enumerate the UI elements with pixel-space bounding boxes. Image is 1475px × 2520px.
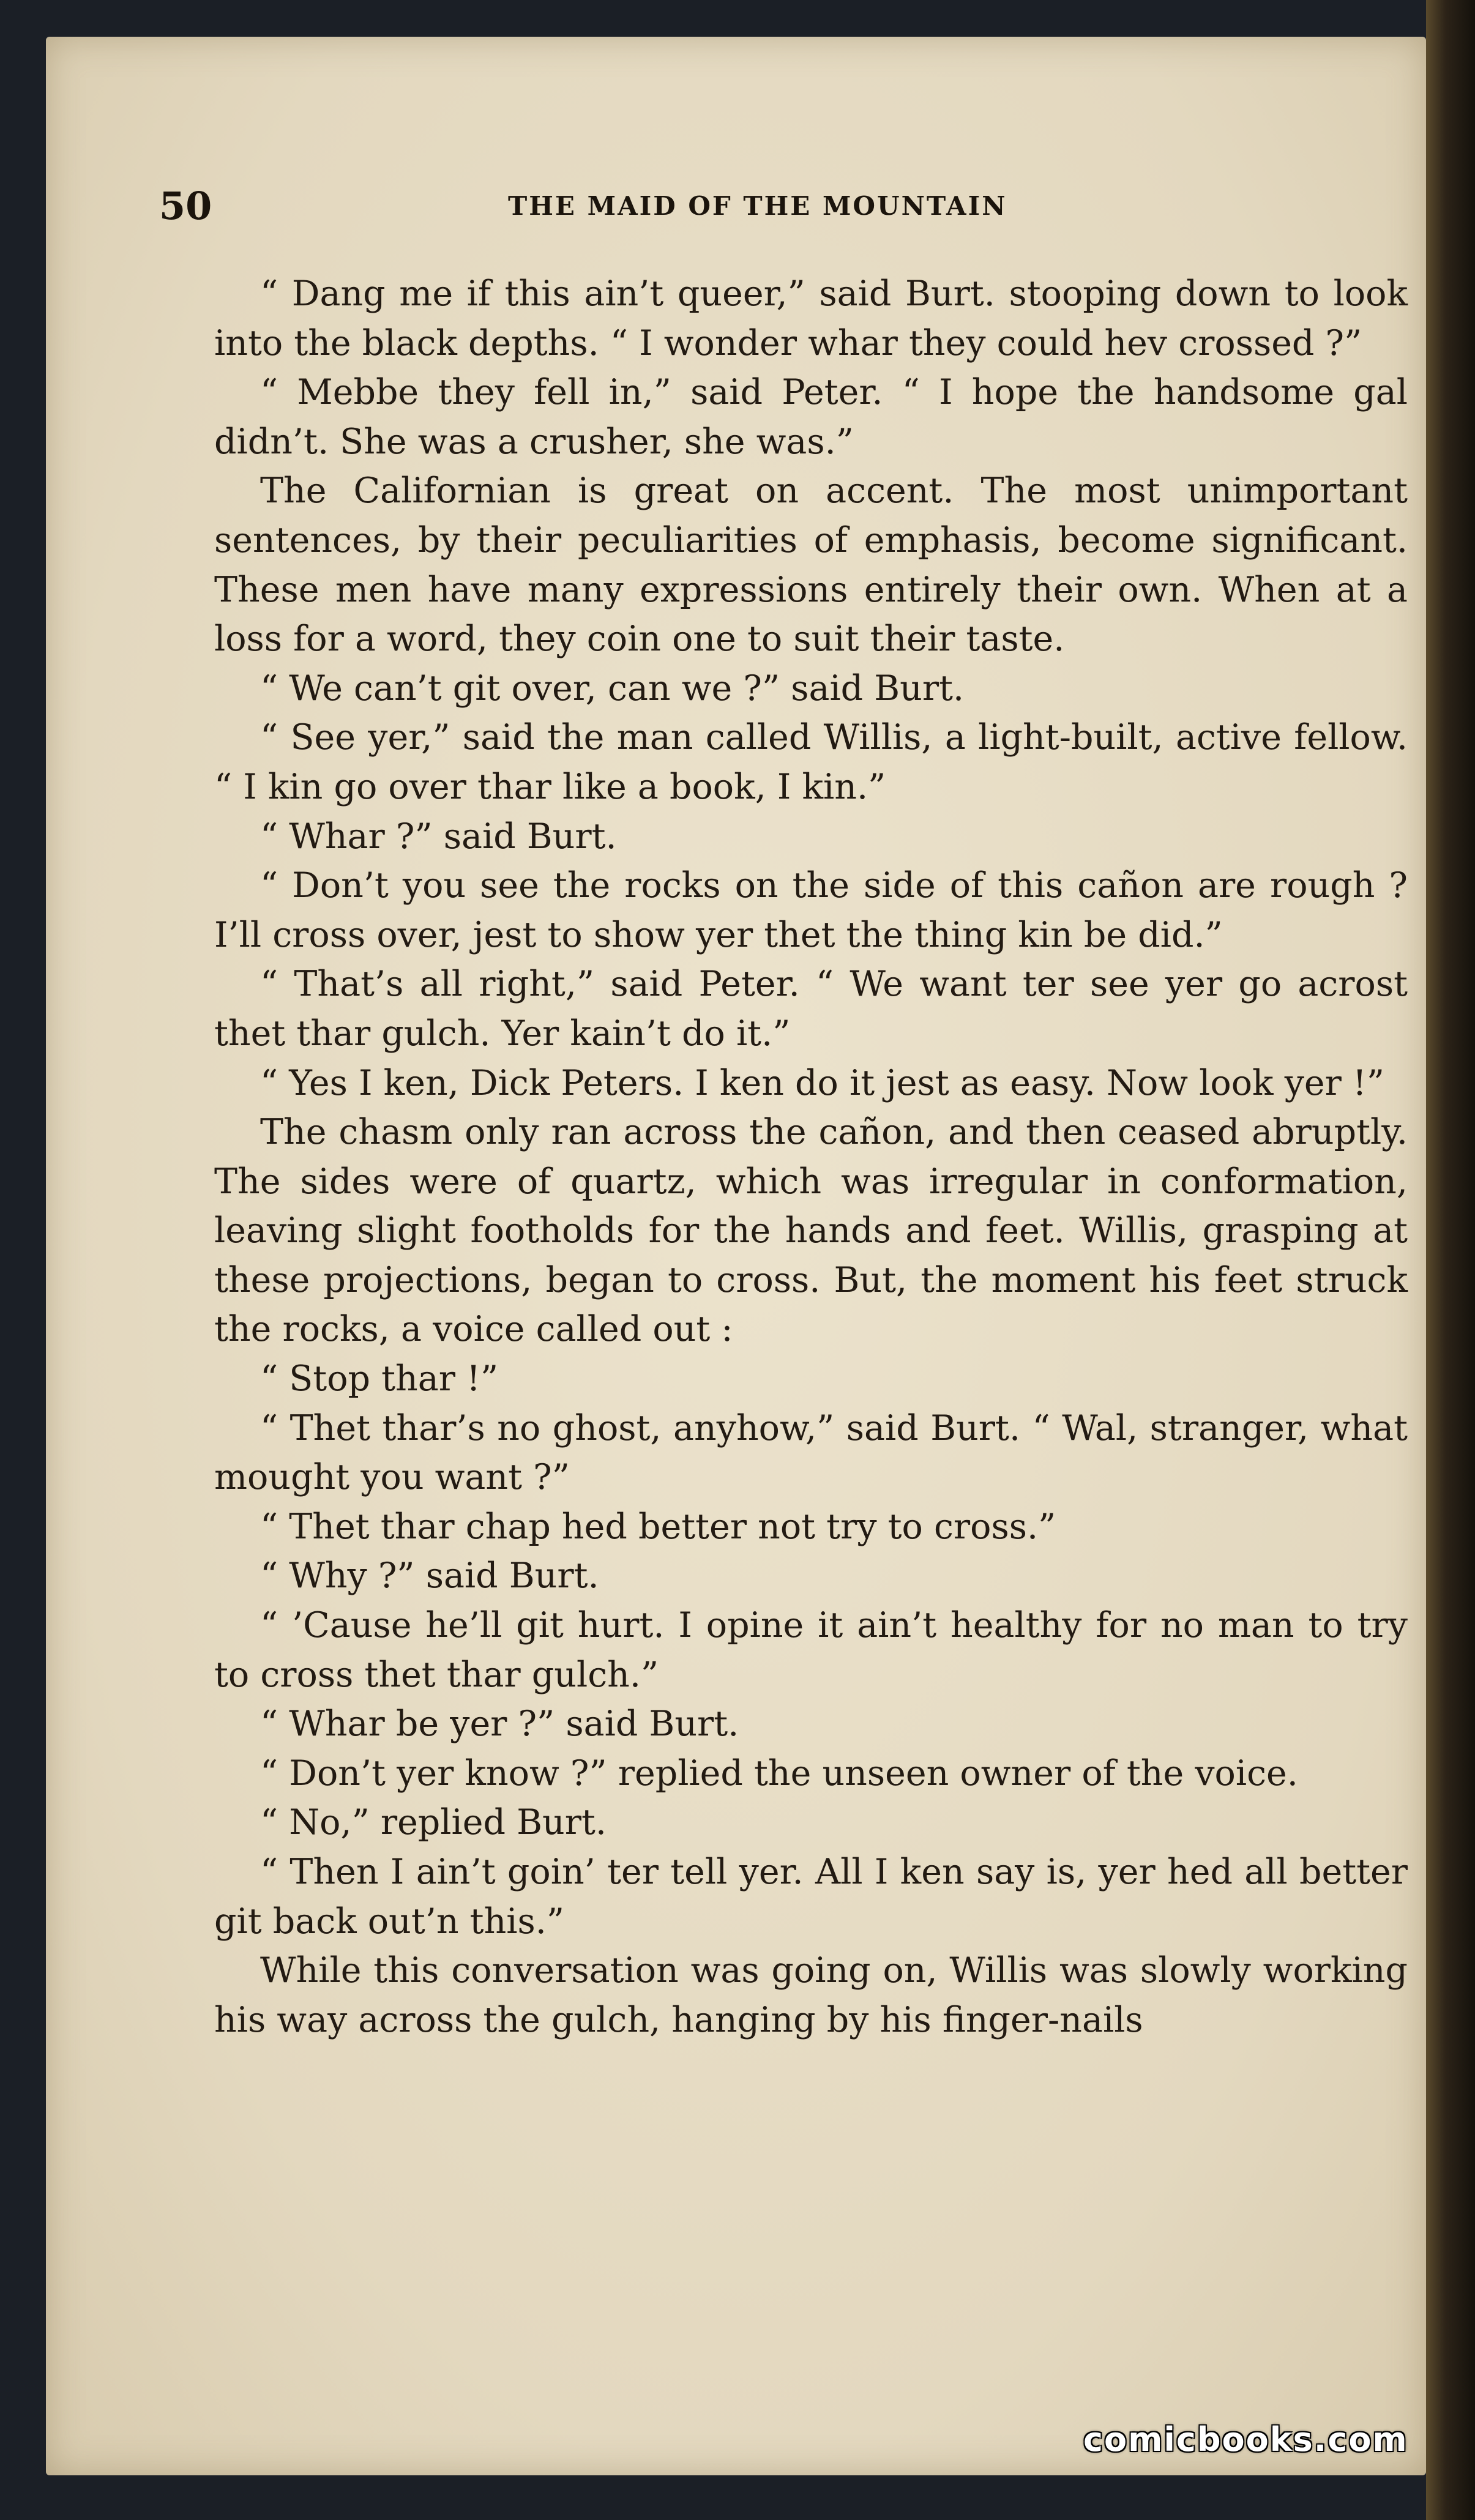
paragraph: “ Dang me if this ain’t queer,” said Burt. stooping down to look into the black depths. “ I wonder whar they could hev crossed ?” bbox=[214, 274, 1408, 363]
page-number: 50 bbox=[159, 184, 212, 228]
paragraph: “ We can’t git over, can we ?” said Burt. bbox=[260, 668, 965, 709]
paragraph: “ Stop thar !” bbox=[260, 1359, 499, 1400]
paragraph: “ Thet thar chap hed better not try to cross.” bbox=[260, 1506, 1056, 1547]
paragraph: “ Then I ain’t goin’ ter tell yer. All I ken say is, yer hed all better git back out’n this.” bbox=[214, 1852, 1408, 1942]
paragraph: “ Whar ?” said Burt. bbox=[260, 816, 617, 857]
paragraph: While this conversation was going on, Willis was slowly working his way across the gulch, hanging by his finger-nails bbox=[214, 1950, 1408, 2040]
paragraph: “ Why ?” said Burt. bbox=[260, 1556, 599, 1597]
watermark: comicbooks.com bbox=[1083, 2420, 1408, 2459]
paragraph: The chasm only ran across the cañon, and then ceased abruptly. The sides were of quartz, which was irregular in conformation, leaving slight footholds for the hands and feet. Willis, grasping at these projections, began to cross. But, the moment his feet struck the rocks, a voice called out : bbox=[214, 1112, 1408, 1350]
paragraph: “ That’s all right,” said Peter. “ We want ter see yer go acrost thet thar gulch. Yer kain’t do it.” bbox=[214, 964, 1408, 1054]
body-text bbox=[214, 269, 1408, 2045]
paragraph: “ ’Cause he’ll git hurt. I opine it ain’t healthy for no man to try to cross thet thar gulch.” bbox=[214, 1605, 1408, 1695]
book-spine bbox=[1426, 0, 1475, 2520]
paragraph: “ Don’t yer know ?” replied the unseen owner of the voice. bbox=[260, 1753, 1298, 1794]
paragraph: “ Thet thar’s no ghost, anyhow,” said Burt. “ Wal, stranger, what mought you want ?” bbox=[214, 1407, 1408, 1498]
paragraph: “ Mebbe they fell in,” said Peter. “ I hope the handsome gal didn’t. She was a crusher, she was.” bbox=[214, 372, 1408, 462]
paragraph: “ Don’t you see the rocks on the side of this cañon are rough ? I’ll cross over, jest to show yer thet the thing kin be did.” bbox=[214, 865, 1408, 955]
paragraph: “ See yer,” said the man called Willis, a light-built, active fellow. “ I kin go over thar like a book, I kin.” bbox=[214, 717, 1408, 807]
running-header bbox=[159, 184, 1420, 233]
paragraph: “ Yes I ken, Dick Peters. I ken do it jest as easy. Now look yer !” bbox=[260, 1062, 1385, 1103]
paragraph: “ Whar be yer ?” said Burt. bbox=[260, 1704, 739, 1745]
running-title: THE MAID OF THE MOUNTAIN bbox=[508, 191, 1007, 221]
paragraph: The Californian is great on accent. The most unimportant sentences, by their peculiarities of emphasis, become significant. These men have many expressions entirely their own. When at a loss for a word, they coin one to suit their taste. bbox=[214, 471, 1408, 660]
paragraph: “ No,” replied Burt. bbox=[260, 1802, 607, 1843]
